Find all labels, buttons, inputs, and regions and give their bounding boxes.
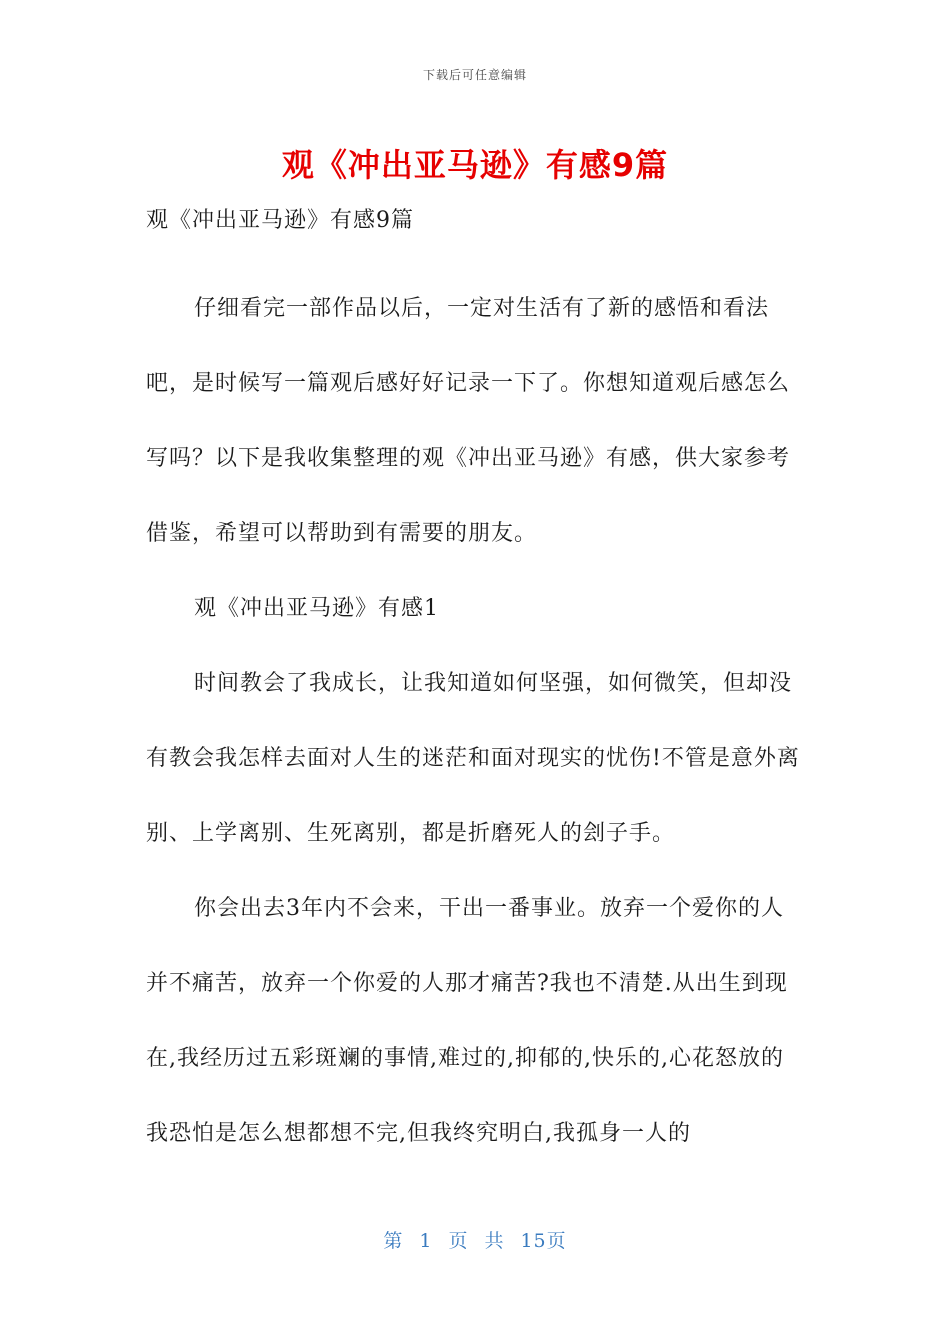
footer-total-label: 共 xyxy=(484,1230,505,1252)
intro-paragraph: 仔细看完一部作品以后，一定对生活有了新的感悟和看法吧，是时候写一篇观后感好好记录一下了。你想知道观后感怎么写吗？以下是我收集整理的观《冲出亚马逊》有感，供大家参考借鉴，希望可以帮助到有需要的朋友。 xyxy=(146,296,791,546)
footer-page-label: 页 xyxy=(448,1230,469,1252)
body-paragraph-1: 时间教会了我成长，让我知道如何坚强，如何微笑，但却没有教会我怎样去面对人生的迷茫和面对现实的忧伤!不管是意外离别、上学离别、生死离别，都是折磨死人的刽子手。 xyxy=(146,671,800,846)
header-note: 下载后可任意编辑 xyxy=(422,68,527,82)
body-paragraph-2: 你会出去3年内不会来，干出一番事业。放弃一个爱你的人并不痛苦，放弃一个你爱的人那才痛苦?我也不清楚.从出生到现在,我经历过五彩斑斓的事情,难过的,抑郁的,快乐的,心花怒放的我恐怕是怎么想都想不完,但我终究明白,我孤身一人的 xyxy=(146,896,788,1146)
section-heading: 观《冲出亚马逊》有感1 xyxy=(194,596,439,621)
footer-prefix: 第 xyxy=(383,1230,404,1252)
document-subtitle: 观《冲出亚马逊》有感9篇 xyxy=(146,208,414,233)
footer-total-pages: 15页 xyxy=(520,1230,567,1252)
footer-page-number: 1 xyxy=(419,1230,433,1252)
page-footer xyxy=(0,1226,950,1253)
document-body xyxy=(146,196,806,1171)
document-title: 观《冲出亚马逊》有感9篇 xyxy=(281,146,669,184)
